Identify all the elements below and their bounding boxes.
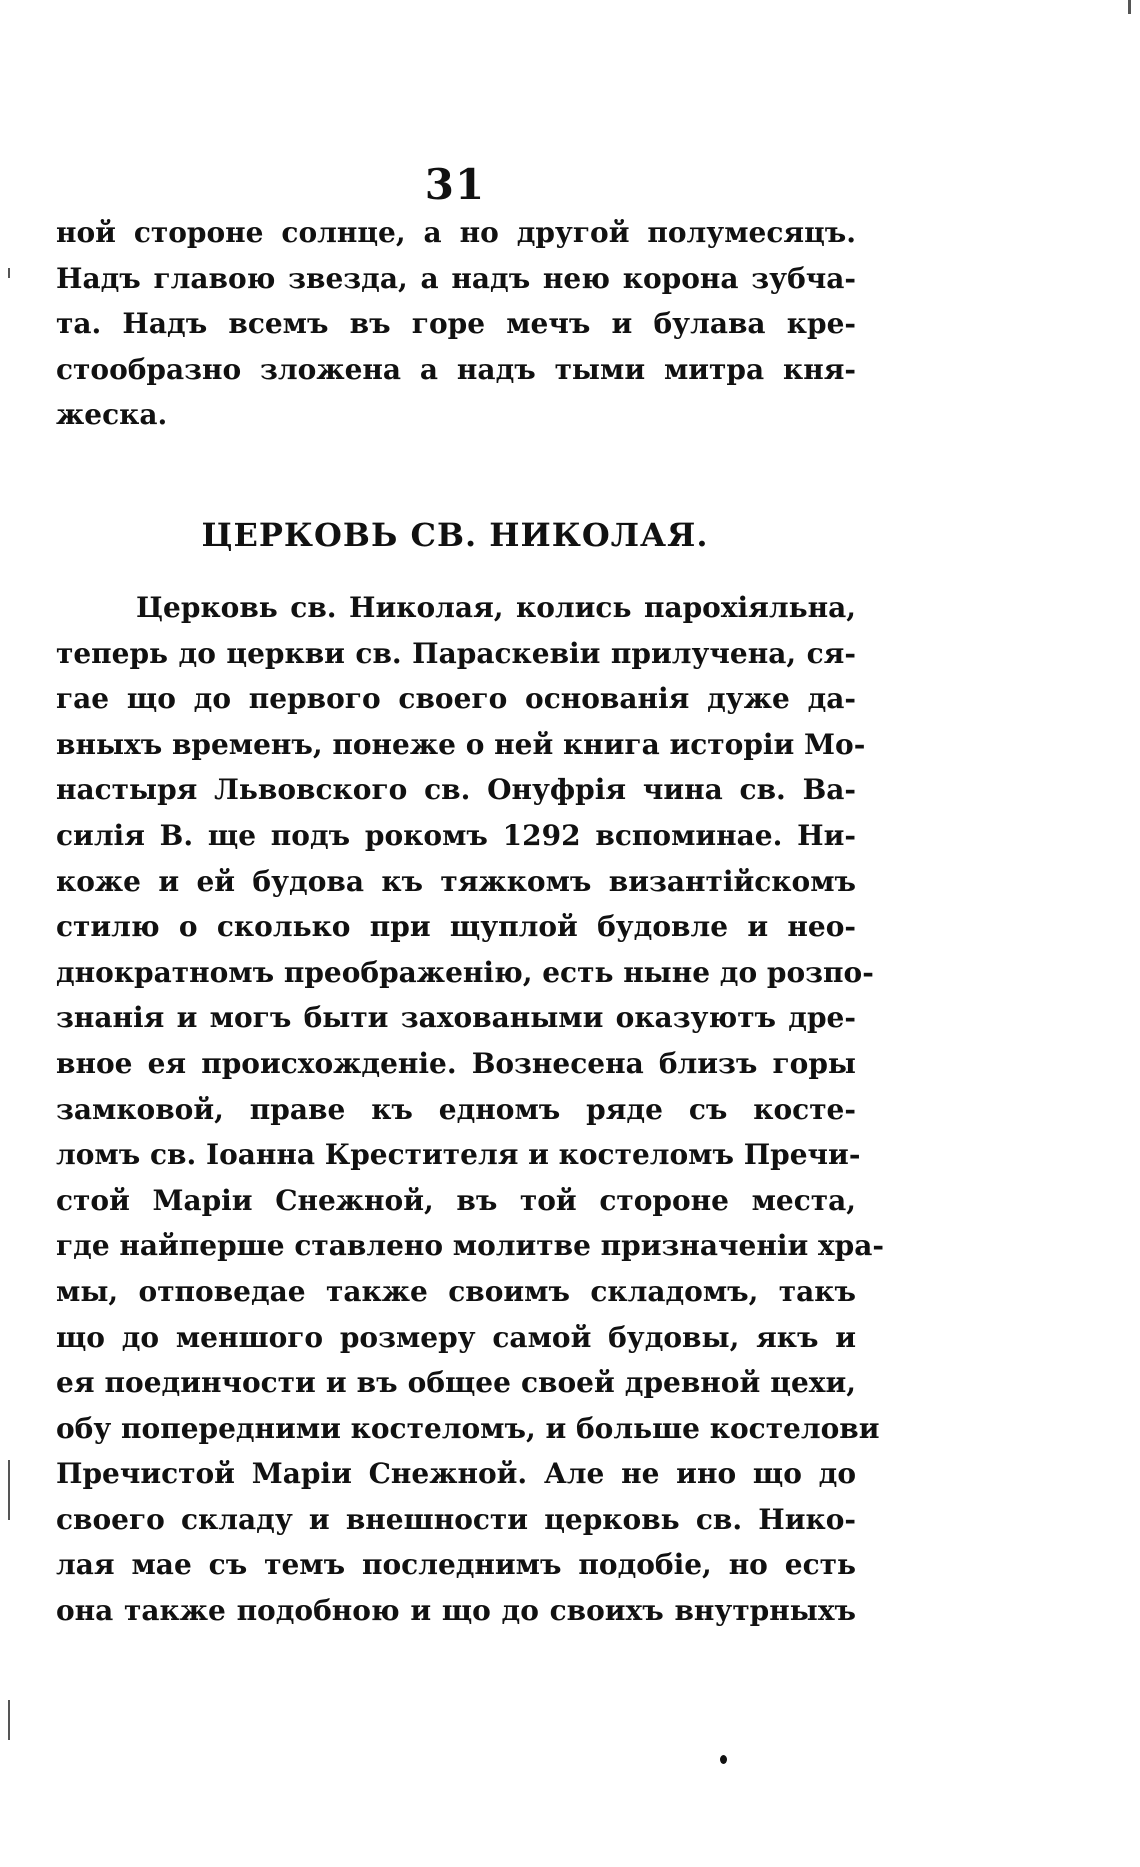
section-heading: ЦЕРКОВЬ СВ. НИКОЛАЯ. [201, 516, 709, 554]
text-line: коже и ей будова къ тяжкомъ византійскомъ [56, 864, 856, 898]
text-line: она также подобною и що до своихъ внутрныхъ [56, 1594, 856, 1628]
text-line: Пречистой Маріи Снежной. Але не ино що до [56, 1457, 856, 1491]
text-line: ломъ св. Іоанна Крестителя и костеломъ Пречи- [56, 1138, 861, 1172]
text-line: настыря Львовского св. Онуфрія чина св. Ва- [56, 773, 856, 807]
text-line: вныхъ временъ, понеже о ней книга исторіи Мо- [56, 727, 866, 761]
text-line: стилю о сколько при щуплой будовле и нео- [56, 910, 856, 944]
scan-edge-mark [8, 1700, 10, 1740]
text-line: жеска. [56, 398, 168, 432]
text-line: знанія и могъ быти заховаными оказуютъ дре- [56, 1001, 856, 1035]
text-line: стой Маріи Снежной, въ той стороне места, [56, 1183, 856, 1217]
text-line: вное ея происхожденіе. Вознесена близъ горы [56, 1046, 856, 1080]
text-line: своего складу и внешности церковь св. Нико- [56, 1502, 856, 1536]
text-line: лая мае съ темъ последнимъ подобіе, но есть [56, 1548, 856, 1582]
scan-edge-mark [1128, 0, 1131, 14]
scan-edge-mark [8, 1460, 10, 1520]
body-paragraph [56, 585, 885, 1634]
text-line: мы, отповедае также своимъ складомъ, такъ [56, 1274, 856, 1308]
page-number: 31 [424, 160, 486, 209]
text-line: Надъ главою звезда, а надъ нею корона зубча- [56, 261, 856, 295]
scan-edge-mark [8, 268, 10, 278]
text-line: днократномъ преображенію, есть ныне до розпо- [56, 955, 874, 989]
text-line: обу попередними костеломъ, и больше костелови [56, 1411, 880, 1445]
top-paragraph [56, 210, 856, 438]
text-line: Церковь св. Николая, колись парохіяльна, [136, 591, 856, 624]
text-line: ея поединчости и въ общее своей древной цехи, [56, 1366, 856, 1400]
text-line: где найперше ставлено молитве призначеніи хра- [56, 1229, 885, 1263]
text-line: та. Надъ всемъ въ горе мечъ и булава кре- [56, 307, 856, 341]
text-line: стообразно зложена а надъ тыми митра кня- [56, 352, 856, 386]
text-line: силія В. ще подъ рокомъ 1292 вспоминае. Ни- [56, 818, 856, 852]
text-line: що до меншого розмеру самой будовы, якъ и [56, 1320, 856, 1354]
page-bullet-mark [720, 1755, 727, 1764]
text-line: гае що до первого своего основанія дуже да- [56, 682, 856, 716]
text-line: теперь до церкви св. Параскевіи прилучена, ся- [56, 636, 856, 670]
text-line: замковой, праве къ едномъ ряде съ косте- [56, 1092, 856, 1126]
text-line: ной стороне солнце, а но другой полумесяцъ. [56, 216, 856, 249]
